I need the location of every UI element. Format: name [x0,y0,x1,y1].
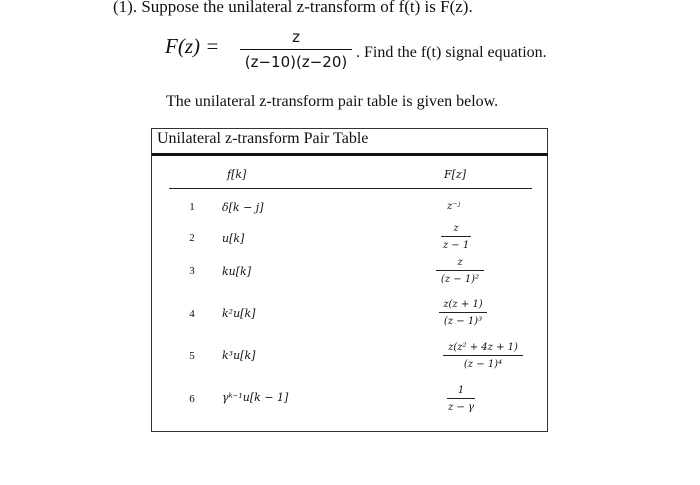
table-cell-fz [416,384,506,414]
fz-denominator: (z − 1)⁴ [463,359,503,370]
table-cell-fk: ku[k] [222,265,251,278]
table-note: The unilateral z-transform pair table is given below. [166,93,499,110]
row-number: 3 [189,265,195,277]
table-cell-fz [418,298,508,328]
fz-numerator: z(z² + 4z + 1) [448,342,518,353]
fz-fraction-bar [441,236,471,237]
fz-fraction-bar [443,355,523,356]
equation-lhs: F(z) = [165,34,220,58]
fz-numerator: z [453,223,459,234]
fz-denominator: (z − 1)² [440,274,480,285]
equation-numerator: z [292,28,300,46]
question-title: (1). Suppose the unilateral z-transform of f(t) is F(z). [113,0,473,16]
table-column-header-rule [169,188,532,189]
table-cell-fz: z⁻ʲ [447,201,461,212]
equation-fraction [240,28,352,72]
find-instruction: . Find the f(t) signal equation. [356,44,547,61]
row-number: 5 [189,350,195,362]
table-cell-fk: k²u[k] [222,307,256,320]
table-cell-fz [411,222,501,252]
fz-numerator: z [457,257,463,268]
fz-denominator: (z − 1)³ [443,316,483,327]
equation-denominator: (z−10)(z−20) [244,53,348,72]
fz-denominator: z − γ [448,402,474,413]
table-cell-fk: δ[k − j] [222,201,264,214]
fraction-bar [240,49,352,50]
row-number: 4 [189,308,195,320]
row-number: 1 [189,201,195,213]
fz-fraction-bar [447,398,475,399]
table-cell-fk: k³u[k] [222,349,256,362]
fz-denominator: z − 1 [442,240,470,251]
column-header-fz: F[z] [444,168,467,181]
pair-table-title: Unilateral z-transform Pair Table [157,130,369,147]
fz-numerator: z(z + 1) [443,299,483,310]
fz-numerator: 1 [457,385,465,396]
table-cell-fk: u[k] [222,232,245,245]
table-header-rule [152,153,548,156]
row-number: 2 [189,232,195,244]
fz-fraction-bar [439,312,487,313]
table-cell-fk: γᵏ⁻¹u[k − 1] [222,391,289,404]
row-number: 6 [189,393,195,405]
column-header-fk: f[k] [227,168,247,181]
fz-fraction-bar [436,270,484,271]
table-cell-fz [415,256,505,286]
table-cell-fz [438,341,528,371]
